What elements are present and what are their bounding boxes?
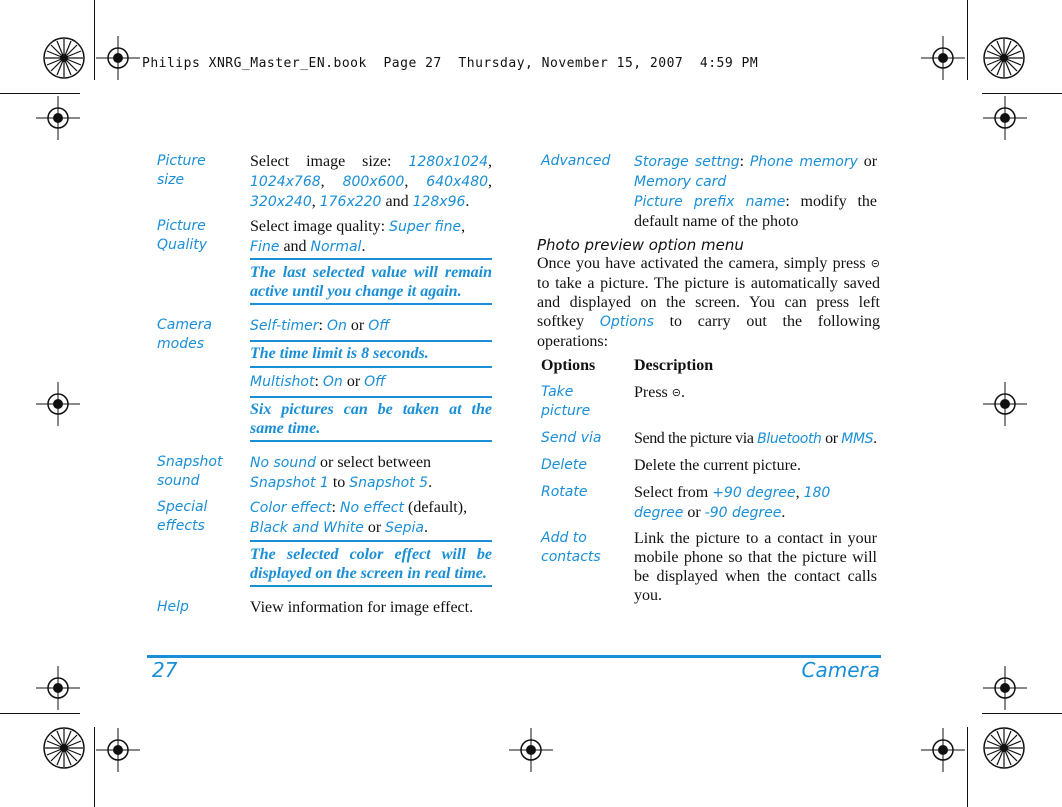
registration-mark-icon bbox=[921, 728, 965, 772]
registration-mark-icon bbox=[96, 728, 140, 772]
note-rule bbox=[250, 540, 492, 542]
picture-size-desc: Select image size: 1280x1024, 1024x768, 800x600, 640x480, 320x240, 176x220 and 128x96. bbox=[250, 153, 493, 210]
registration-mark-icon bbox=[509, 728, 553, 772]
page-number: 27 bbox=[152, 658, 178, 682]
note-rule bbox=[250, 366, 492, 368]
note-rule bbox=[250, 258, 492, 260]
advanced-desc: Storage settng: Phone memory or Memory card Picture prefix name: modify the default name of the photo bbox=[634, 153, 878, 230]
help-desc: View information for image effect. bbox=[250, 599, 474, 616]
self-timer-note: The time limit is 8 seconds. bbox=[250, 345, 429, 362]
registration-mark-icon bbox=[983, 666, 1027, 710]
option-take-picture: Take picture bbox=[541, 384, 591, 419]
delete-desc: Delete the current picture. bbox=[634, 457, 802, 474]
note-rule bbox=[250, 303, 492, 305]
registration-mark-icon bbox=[983, 96, 1027, 140]
row-label-snapshot-sound: Snapshot sound bbox=[157, 454, 223, 489]
rotate-desc: Select from +90 degree, 180 degree or -90 degree. bbox=[634, 484, 831, 521]
table-header-options: Options bbox=[541, 357, 596, 374]
registration-mark-icon bbox=[36, 96, 80, 140]
star-target-icon bbox=[984, 728, 1024, 768]
note-rule bbox=[250, 396, 492, 398]
ok-key-icon: ⊝ bbox=[870, 258, 881, 270]
option-send-via: Send via bbox=[541, 430, 602, 446]
registration-mark-icon bbox=[36, 666, 80, 710]
multishot-note: Six pictures can be taken at the same time. bbox=[250, 401, 492, 437]
option-delete: Delete bbox=[541, 457, 587, 473]
registration-mark-icon bbox=[921, 36, 965, 80]
special-effects-desc: Color effect: No effect (default), Black and White or Sepia. bbox=[250, 499, 468, 536]
row-label-picture-size: Picture size bbox=[157, 153, 206, 188]
effects-note: The selected color effect will be displayed on the screen in real time. bbox=[250, 546, 492, 582]
row-label-special-effects: Special effects bbox=[157, 499, 208, 534]
registration-mark-icon bbox=[983, 382, 1027, 426]
intro-paragraph: Once you have activated the camera, simply press ⊝ to take a picture. The picture is automatically saved and displayed on the screen. You can press left softkey Options to carry out the following operations: bbox=[537, 255, 881, 350]
add-to-contacts-desc: Link the picture to a contact in your mobile phone so that the picture will be displayed when the contact calls you. bbox=[634, 530, 877, 604]
option-add-to-contacts: Add to contacts bbox=[541, 530, 601, 565]
star-target-icon bbox=[44, 38, 84, 78]
note-rule bbox=[250, 340, 492, 342]
print-header: Philips XNRG_Master_EN.book Page 27 Thursday, November 15, 2007 4:59 PM bbox=[142, 56, 759, 71]
take-picture-desc: Press ⊝. bbox=[634, 384, 685, 401]
row-label-picture-quality: Picture Quality bbox=[157, 218, 208, 253]
note-rule bbox=[250, 585, 492, 587]
snapshot-sound-desc: No sound or select between Snapshot 1 to Snapshot 5. bbox=[250, 454, 433, 491]
multishot-desc: Multishot: On or Off bbox=[250, 373, 386, 390]
quality-note: The last selected value will remain active until you change it again. bbox=[250, 264, 492, 300]
row-label-camera-modes: Camera modes bbox=[157, 317, 212, 352]
note-rule bbox=[250, 440, 492, 442]
registration-mark-icon bbox=[36, 382, 80, 426]
star-target-icon bbox=[44, 728, 84, 768]
option-rotate: Rotate bbox=[541, 484, 588, 500]
row-label-help: Help bbox=[157, 599, 189, 615]
registration-mark-icon bbox=[96, 36, 140, 80]
ok-key-icon: ⊝ bbox=[671, 387, 681, 399]
table-header-description: Description bbox=[634, 357, 714, 374]
picture-quality-desc: Select image quality: Super fine, Fine and Normal. bbox=[250, 218, 466, 255]
row-label-advanced: Advanced bbox=[541, 153, 611, 169]
footer-rule bbox=[147, 655, 881, 658]
star-target-icon bbox=[984, 38, 1024, 78]
chapter-title: Camera bbox=[801, 658, 880, 682]
send-via-desc: Send the picture via Bluetooth or MMS. bbox=[634, 430, 877, 447]
section-title: Photo preview option menu bbox=[537, 236, 744, 254]
self-timer-desc: Self-timer: On or Off bbox=[250, 317, 390, 334]
